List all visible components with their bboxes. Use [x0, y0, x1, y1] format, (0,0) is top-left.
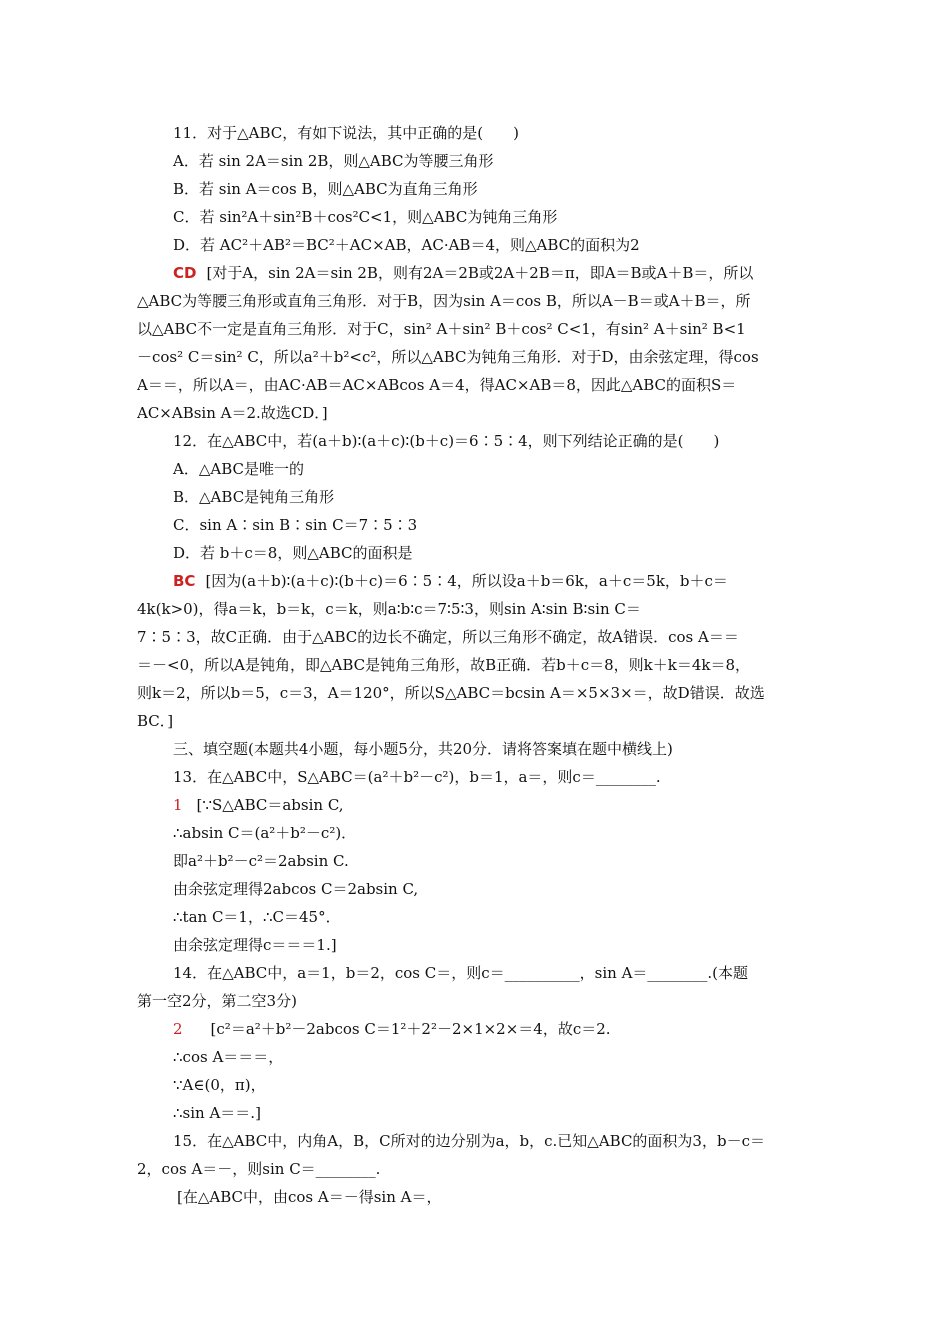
q12-solution-line: 7∶5∶3，故C正确．由于△ABC的边长不确定，所以三角形不确定，故A错误．cos A＝＝	[137, 628, 739, 646]
q12-option-c: C．sin A∶sin B∶sin C＝7∶5∶3	[173, 516, 418, 534]
q14-solution-text: [c²＝a²＋b²－2abcos C＝1²＋2²－2×1×2×＝4，故c＝2.	[210, 1020, 611, 1038]
q13-solution-line	[137, 791, 817, 819]
q12-solution-line: ＝－<0，所以A是钝角，即△ABC是钝角三角形，故B正确．若b＋c＝8，则k＋k＝4k＝8，	[137, 656, 751, 674]
q12-stem: 12．在△ABC中，若(a＋b)∶(a＋c)∶(b＋c)＝6∶5∶4，则下列结论正确的是( )	[173, 432, 720, 450]
q15-solution-line: [在△ABC中，由cos A＝－得sin A＝，	[177, 1188, 442, 1206]
q11-solution-text: [对于A，sin 2A＝sin 2B，则有2A＝2B或2A＋2B＝π，即A＝B或A＋B＝，所以	[206, 264, 754, 282]
q12-solution-line: 则k＝2，所以b＝5，c＝3，A＝120°，所以S△ABC＝bcsin A＝×5×3×＝，故D错误．故选	[137, 684, 765, 702]
q11-option-d: D．若 AC²＋AB²＝BC²＋AC×AB，AC·AB＝4，则△ABC的面积为2	[173, 236, 640, 254]
q11-option-b: B．若 sin A＝cos B，则△ABC为直角三角形	[173, 180, 478, 198]
q12-option-a: A．△ABC是唯一的	[173, 460, 304, 478]
q14-solution-line: ∵A∈(0，π)，	[173, 1076, 266, 1094]
q11-solution-line	[137, 259, 817, 287]
q13-solution-line: 即a²＋b²－c²＝2absin C.	[173, 852, 349, 870]
q12-option-b: B．△ABC是钝角三角形	[173, 488, 335, 506]
q11-solution-line: －cos² C＝sin² C，所以a²＋b²<c²，所以△ABC为钝角三角形．对于D，由余弦定理，得cos	[137, 348, 759, 366]
q11-option-a: A．若 sin 2A＝sin 2B，则△ABC为等腰三角形	[173, 152, 494, 170]
q14-solution-line: ∴sin A＝＝.]	[173, 1104, 261, 1122]
q12-solution-text: [因为(a＋b)∶(a＋c)∶(b＋c)＝6∶5∶4，所以设a＋b＝6k，a＋c＝5k，b＋c＝	[205, 572, 728, 590]
document-content	[137, 119, 817, 1211]
q11-option-c: C．若 sin²A＋sin²B＋cos²C<1，则△ABC为钝角三角形	[173, 208, 558, 226]
q13-solution-line: 由余弦定理得c＝＝＝1.]	[173, 936, 337, 954]
q12-answer: BC	[173, 572, 196, 590]
q11-solution-line: AC×ABsin A＝2.故选CD．]	[137, 404, 328, 422]
q11-solution-line: 以△ABC不一定是直角三角形．对于C，sin² A＋sin² B＋cos² C<1，有sin² A＋sin² B<1	[137, 320, 746, 338]
q15-stem: 2，cos A＝－，则sin C＝________.	[137, 1160, 381, 1178]
q13-solution-text: [∵S△ABC＝absin C,	[196, 796, 344, 814]
q14-solution-line	[137, 1015, 817, 1043]
q11-stem: 11．对于△ABC，有如下说法，其中正确的是( )	[173, 124, 519, 142]
q13-solution-line: ∴tan C＝1，∴C＝45°．	[173, 908, 341, 926]
q13-answer: 1	[173, 796, 183, 814]
q12-option-d: D．若 b＋c＝8，则△ABC的面积是	[173, 544, 413, 562]
q13-solution-line: 由余弦定理得2abcos C＝2absin C,	[173, 880, 419, 898]
q14-stem: 第一空2分，第二空3分)	[137, 992, 297, 1010]
q15-stem: 15．在△ABC中，内角A，B，C所对的边分别为a，b，c.已知△ABC的面积为3，b－c＝	[173, 1132, 765, 1150]
q11-solution-line: A＝＝，所以A＝，由AC·AB＝AC×ABcos A＝4，得AC×AB＝8，因此△ABC的面积S＝	[137, 376, 737, 394]
q13-stem: 13．在△ABC中，S△ABC＝(a²＋b²－c²)，b＝1，a＝，则c＝________.	[173, 768, 661, 786]
q11-solution-line: △ABC为等腰三角形或直角三角形．对于B，因为sin A＝cos B，所以A－B＝或A＋B＝，所	[137, 292, 751, 310]
q14-solution-line: ∴cos A＝＝＝，	[173, 1048, 284, 1066]
q12-solution-line	[137, 567, 817, 595]
q12-solution-line: 4k(k>0)，得a＝k，b＝k，c＝k，则a∶b∶c＝7∶5∶3，则sin A∶sin B∶sin C＝	[137, 600, 641, 618]
q12-solution-line: BC．]	[137, 712, 174, 730]
q14-answer: 2	[173, 1020, 183, 1038]
q13-solution-line: ∴absin C＝(a²＋b²－c²)．	[173, 824, 357, 842]
q14-stem: 14．在△ABC中，a＝1，b＝2，cos C＝，则c＝__________，sin A＝________.(本题	[173, 964, 749, 982]
q11-answer: CD	[173, 264, 197, 282]
section-heading: 三、填空题(本题共4小题，每小题5分，共20分．请将答案填在题中横线上)	[173, 740, 673, 758]
